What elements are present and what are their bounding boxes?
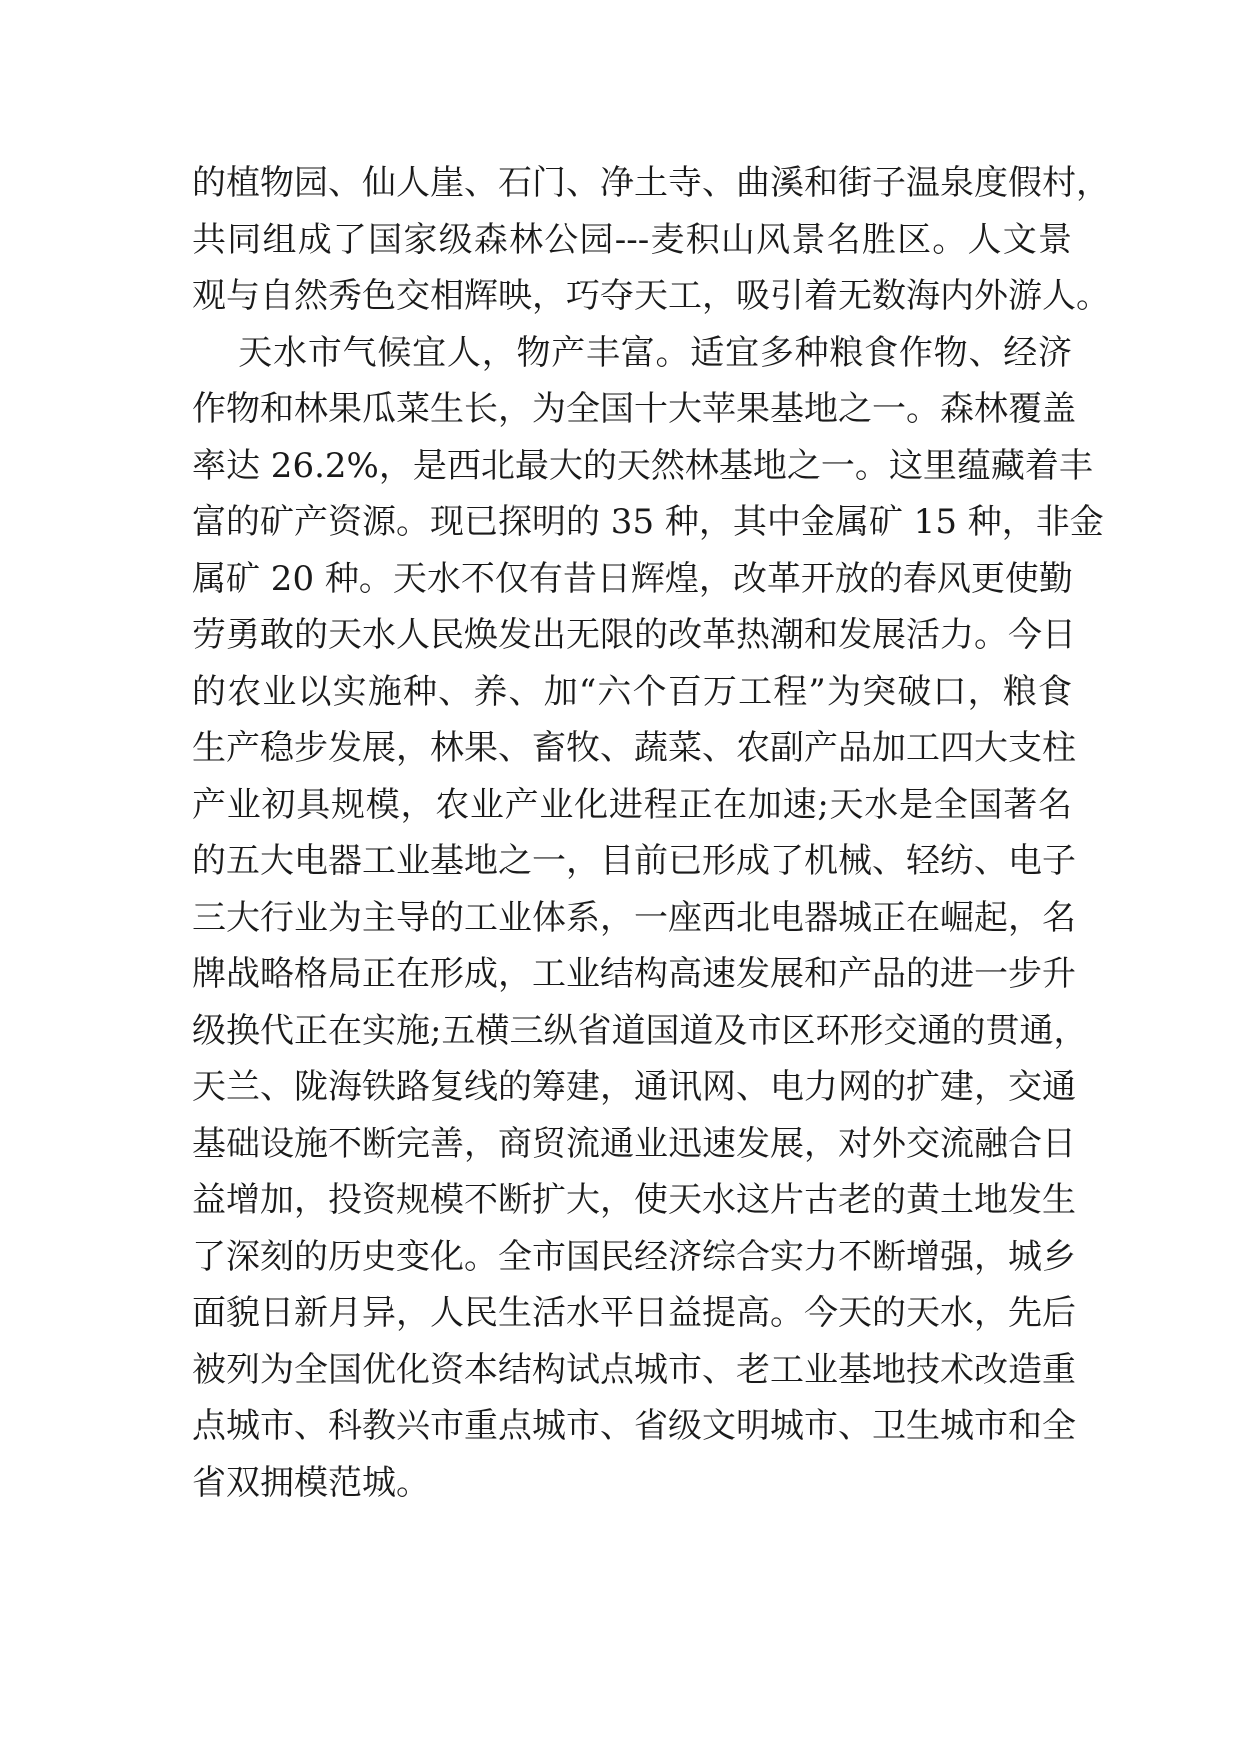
- text-line: 富的矿产资源。现已探明的 35 种，其中金属矿 15 种，非金: [192, 502, 1104, 542]
- text-line: 天水市气候宜人，物产丰富。适宜多种粮食作物、经济: [192, 332, 1072, 373]
- paragraph-2: [192, 325, 1104, 1512]
- text-line: 益增加，投资规模不断扩大，使天水这片古老的黄土地发生: [192, 1180, 1076, 1220]
- text-line: 天兰、陇海铁路复线的筹建，通讯网、电力网的扩建，交通: [192, 1067, 1076, 1107]
- text-line: 面貌日新月异，人民生活水平日益提高。今天的天水，先后: [192, 1293, 1076, 1333]
- text-line: 被列为全国优化资本结构试点城市、老工业基地技术改造重: [192, 1349, 1076, 1390]
- text-line: 劳勇敢的天水人民焕发出无限的改革热潮和发展活力。今日: [192, 615, 1076, 655]
- body-text: [192, 155, 1110, 1511]
- text-line: 作物和林果瓜菜生长，为全国十大苹果基地之一。森林覆盖: [192, 389, 1076, 429]
- text-line: 的农业以实施种、养、加“六个百万工程”为突破口，粮食: [192, 671, 1072, 712]
- text-line: 产业初具规模，农业产业化进程正在加速;天水是全国著名: [192, 784, 1072, 825]
- text-line: 牌战略格局正在形成，工业结构高速发展和产品的进一步升: [192, 954, 1076, 994]
- text-line: 属矿 20 种。天水不仅有昔日辉煌，改革开放的春风更使勤: [192, 558, 1073, 599]
- text-line: 的植物园、仙人崖、石门、净土寺、曲溪和街子温泉度假村，: [192, 163, 1110, 203]
- text-line: 基础设施不断完善，商贸流通业迅速发展，对外交流融合日: [192, 1123, 1076, 1164]
- text-line: 生产稳步发展，林果、畜牧、蔬菜、农副产品加工四大支柱: [192, 728, 1076, 768]
- text-line: 的五大电器工业基地之一，目前已形成了机械、轻纺、电子: [192, 841, 1076, 881]
- text-line: 级换代正在实施;五横三纵省道国道及市区环形交通的贯通，: [192, 1010, 1088, 1051]
- text-line: 观与自然秀色交相辉映，巧夺天工，吸引着无数海内外游人。: [192, 276, 1110, 316]
- text-line: 省双拥模范城。: [192, 1462, 430, 1503]
- text-line: 三大行业为主导的工业体系，一座西北电器城正在崛起，名: [192, 897, 1076, 938]
- text-line: 了深刻的历史变化。全市国民经济综合实力不断增强，城乡: [192, 1236, 1076, 1277]
- text-line: 共同组成了国家级森林公园---麦积山风景名胜区。人文景: [192, 219, 1072, 260]
- text-line: 率达 26.2%，是西北最大的天然林基地之一。这里蕴藏着丰: [192, 445, 1093, 486]
- paragraph-1: [192, 155, 1110, 325]
- text-line: 点城市、科教兴市重点城市、省级文明城市、卫生城市和全: [192, 1406, 1076, 1446]
